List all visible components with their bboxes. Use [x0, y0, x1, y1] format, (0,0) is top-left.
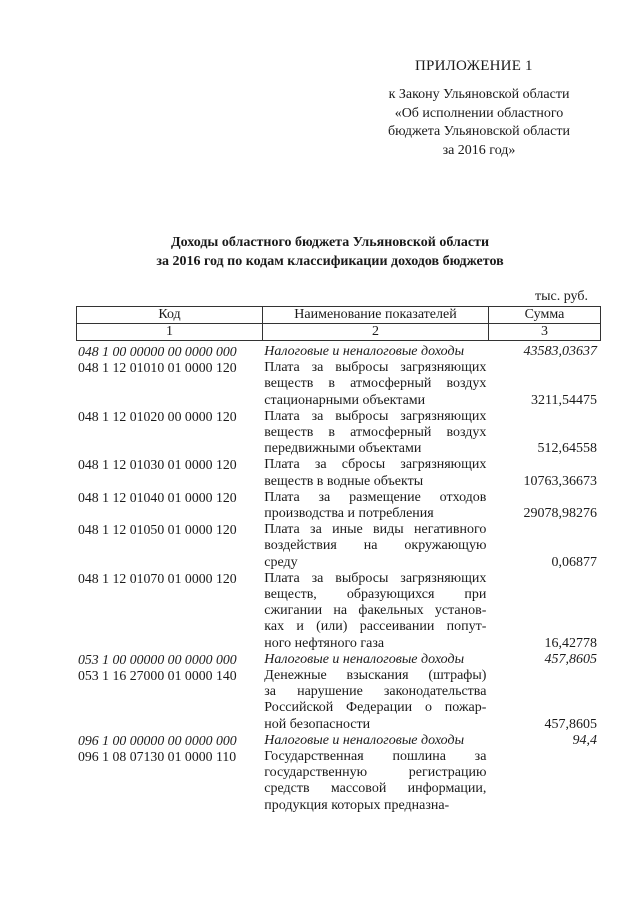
row-code: 048 1 12 01030 01 0000 120 — [78, 457, 237, 473]
row-name — [264, 409, 486, 458]
table-row — [76, 490, 600, 522]
units-label: тыс. руб. — [535, 289, 588, 304]
row-name-line: веществ, образующихся при — [264, 587, 487, 603]
table-row — [76, 522, 600, 571]
title-line: Доходы областного бюджета Ульяновской области — [170, 235, 490, 250]
row-name — [264, 457, 486, 489]
row-name — [264, 652, 486, 668]
row-name — [264, 344, 486, 360]
row-name-line: за нарушение законодательства — [264, 684, 487, 700]
row-name-line: Государственная пошлина за — [264, 749, 487, 765]
row-name — [264, 668, 486, 733]
row-name-line: передвижными объектами — [264, 441, 422, 457]
row-amount: 43583,03637 — [523, 344, 597, 359]
row-name — [264, 360, 486, 409]
appendix-line: «Об исполнении областного — [394, 105, 564, 121]
table-row — [76, 749, 600, 814]
row-name-line: ного нефтяного газа — [264, 635, 385, 651]
row-code: 048 1 00 00000 00 0000 000 — [78, 344, 237, 359]
row-name — [264, 749, 486, 814]
row-name-line: веществ в атмосферный воздух — [264, 376, 487, 392]
row-amount: 0,06877 — [551, 554, 597, 570]
table-row-total — [76, 652, 600, 668]
row-code: 053 1 00 00000 00 0000 000 — [78, 651, 237, 667]
row-amount: 16,42778 — [544, 635, 597, 651]
column-header-code: Код — [77, 307, 263, 324]
row-name-line: Плата за выбросы загрязняющих — [264, 408, 487, 424]
title-line: за 2016 год по кодам классификации доходов бюджетов — [156, 253, 504, 269]
row-amount: 10763,36673 — [523, 473, 597, 489]
row-name-line: средств массовой информации, — [264, 781, 487, 797]
table-row-total — [76, 733, 600, 749]
table-row — [76, 668, 600, 733]
row-name — [264, 571, 486, 652]
row-code: 048 1 12 01070 01 0000 120 — [78, 570, 237, 586]
row-name-line: государственную регистрацию — [264, 765, 487, 781]
row-code: 048 1 12 01040 01 0000 120 — [78, 489, 237, 505]
column-number: 1 — [77, 324, 263, 341]
table-header — [76, 306, 601, 341]
appendix-line: к Закону Ульяновской области — [388, 87, 570, 102]
table-body — [76, 344, 600, 814]
row-name — [264, 733, 486, 749]
row-code: 096 1 00 00000 00 0000 000 — [78, 732, 237, 748]
row-name-line: ках и (или) рассеивании попут- — [264, 619, 487, 635]
table-row — [76, 571, 600, 652]
row-name-line: Налоговые и неналоговые доходы — [264, 651, 465, 667]
row-amount: 29078,98276 — [523, 506, 597, 522]
row-name-line: Российской Федерации о пожар- — [264, 700, 487, 716]
column-header-amount: Сумма — [489, 307, 601, 324]
appendix-line: бюджета Ульяновской области — [388, 124, 570, 139]
row-amount: 512,64558 — [537, 441, 597, 457]
row-code: 048 1 12 01010 01 0000 120 — [78, 360, 237, 376]
row-amount: 3211,54475 — [531, 392, 597, 408]
column-number: 3 — [489, 324, 601, 341]
row-name-line: Денежные взыскания (штрафы) — [264, 668, 487, 684]
table-row — [76, 457, 600, 489]
row-code: 096 1 08 07130 01 0000 110 — [78, 749, 237, 765]
row-name-line: производства и потребления — [264, 506, 434, 522]
row-name-line: среду — [264, 554, 298, 570]
row-name-line: веществ в водные объекты — [264, 473, 424, 489]
appendix-reference — [366, 86, 592, 160]
row-name-line: стационарными объектами — [264, 392, 426, 408]
row-name-line: сжигании на факельных установ- — [264, 603, 487, 619]
row-name-line: Плата за размещение отходов — [264, 489, 487, 505]
row-name-line: Налоговые и неналоговые доходы — [264, 344, 465, 359]
row-name-line: воздействия на окружающую — [264, 538, 487, 554]
row-name — [264, 490, 486, 522]
column-header-name: Наименование показателей — [263, 307, 489, 324]
document-title — [60, 234, 600, 271]
row-code: 048 1 12 01050 01 0000 120 — [78, 522, 237, 538]
row-code: 053 1 16 27000 01 0000 140 — [78, 668, 237, 684]
appendix-title: ПРИЛОЖЕНИЕ 1 — [415, 58, 533, 74]
column-number: 2 — [263, 324, 489, 341]
row-amount: 457,8605 — [544, 716, 597, 732]
row-name-line: ной безопасности — [264, 716, 371, 732]
row-name-line: Плата за иные виды негативного — [264, 522, 487, 538]
row-code: 048 1 12 01020 00 0000 120 — [78, 408, 237, 424]
row-name-line: Плата за сбросы загрязняющих — [264, 457, 487, 473]
appendix-line: за 2016 год» — [442, 142, 516, 158]
row-amount: 94,4 — [572, 732, 597, 748]
row-name — [264, 522, 486, 571]
row-name-line: веществ в атмосферный воздух — [264, 425, 487, 441]
table-row — [76, 360, 600, 409]
row-name-line: Плата за выбросы загрязняющих — [264, 570, 487, 586]
row-name-line: Налоговые и неналоговые доходы — [264, 732, 465, 748]
table-row — [76, 409, 600, 458]
table-row-total — [76, 344, 600, 360]
row-name-line: Плата за выбросы загрязняющих — [264, 360, 487, 376]
row-name-line: продукция которых предназна- — [264, 797, 450, 813]
row-amount: 457,8605 — [544, 651, 597, 667]
